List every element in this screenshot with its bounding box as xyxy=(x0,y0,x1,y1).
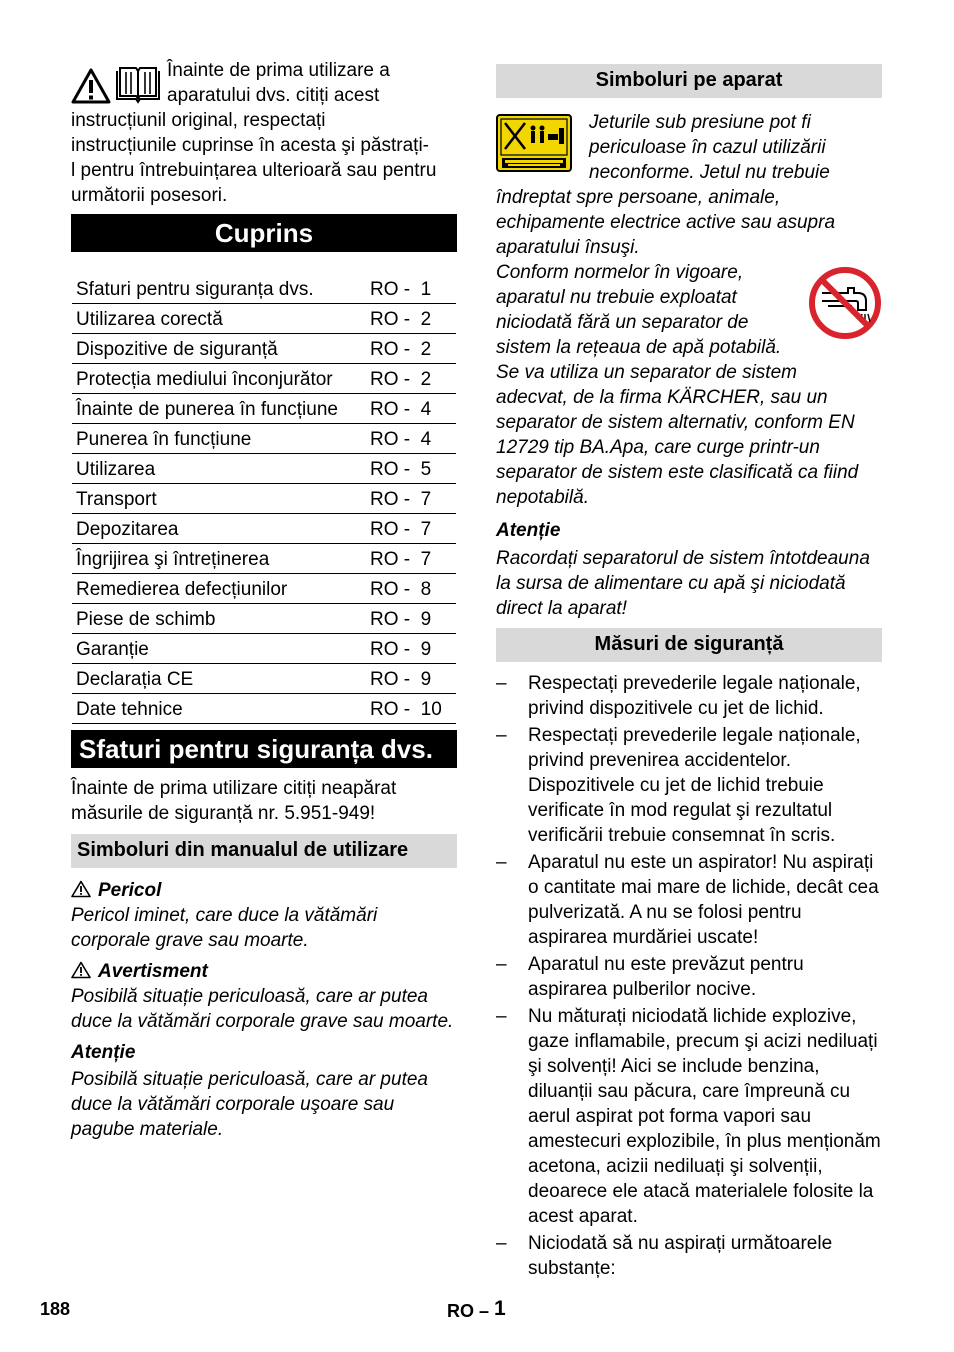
toc-page: RO - 2 xyxy=(370,304,456,334)
device-atentie-label: Atenție xyxy=(496,520,561,541)
list-item: – Aparatul nu este un aspirator! Nu aspirați o cantitate mai mare de lichide, decât cea pulverizată. A nu se folosi pentru aspirarea murdăriei uscate! xyxy=(496,850,882,950)
list-item: – Aparatul nu este prevăzut pentru aspirarea pulberilor nocive. xyxy=(496,952,882,1002)
toc-row xyxy=(72,604,456,634)
left-column xyxy=(71,58,457,1142)
jet-warning-block xyxy=(496,110,882,260)
pericol-label: Pericol xyxy=(98,880,162,901)
toc-page: RO - 7 xyxy=(370,544,456,574)
safety-intro: Înainte de prima utilizare citiți neapărat măsurile de siguranță nr. 5.951-949! xyxy=(71,778,397,824)
toc-row xyxy=(72,334,456,364)
jet-text-line: neconforme. Jetul nu trebuie xyxy=(589,162,830,183)
toc-page: RO - 9 xyxy=(370,634,456,664)
page-number: 188 xyxy=(40,1299,71,1319)
device-atentie-text: Racordați separatorul de sistem întotdeauna la sursa de alimentare cu apă şi niciodată direct la aparat! xyxy=(496,548,870,619)
toc-page: RO - 9 xyxy=(370,604,456,634)
toc-label: Date tehnice xyxy=(72,694,370,724)
toc-row xyxy=(72,274,456,304)
toc-row xyxy=(72,634,456,664)
toc-page: RO - 4 xyxy=(370,424,456,454)
atentie-text: Posibilă situație periculoasă, care ar putea duce la vătămări corporale uşoare sau pagube materiale. xyxy=(71,1069,428,1140)
toc-row xyxy=(72,454,456,484)
toc-label: Garanție xyxy=(72,634,370,664)
warning-triangle-icon xyxy=(71,880,91,898)
toc-label: Sfaturi pentru siguranța dvs. xyxy=(72,274,370,304)
norm-text-line: sistem la rețeaua de apă potabilă. xyxy=(496,337,782,358)
norm-text-line: aparatul nu trebuie exploatat xyxy=(496,287,737,308)
intro-line: Înainte de prima utilizare a xyxy=(167,60,390,81)
warning-triangle-icon xyxy=(71,961,91,979)
toc-page: RO - 2 xyxy=(370,364,456,394)
list-item: – Respectați prevederile legale naționale, privind dispozitivele cu jet de lichid. xyxy=(496,671,882,721)
norm-text-line: nepotabilă. xyxy=(496,487,589,508)
safety-title: Sfaturi pentru siguranța dvs. xyxy=(71,730,457,768)
toc-page: RO - 4 xyxy=(370,394,456,424)
toc-page: RO - 10 xyxy=(370,694,456,724)
norm-text-line: adecvat, de la firma KÄRCHER, sau un xyxy=(496,387,828,408)
intro-line: aparatului dvs. citiți acest xyxy=(167,85,380,106)
intro-icons xyxy=(71,66,161,106)
toc-page: RO - 9 xyxy=(370,664,456,694)
safety-measures-heading: Măsuri de siguranță xyxy=(496,628,882,662)
toc-page: RO - 7 xyxy=(370,484,456,514)
safety-measures-list xyxy=(496,671,882,1281)
toc-row xyxy=(72,514,456,544)
footer-section-page: 1 xyxy=(494,1297,506,1320)
pericol-text: Pericol iminet, care duce la vătămări corporale grave sau moarte. xyxy=(71,905,378,951)
toc-row xyxy=(72,664,456,694)
avertisment-label-row xyxy=(71,959,457,984)
toc-row xyxy=(72,574,456,604)
footer-lang: RO – xyxy=(447,1301,490,1321)
norm-text-line: Se va utiliza un separator de sistem xyxy=(496,362,797,383)
toc-page: RO - 1 xyxy=(370,274,456,304)
list-item: – Respectați prevederile legale naționale, privind prevenirea accidentelor. Dispozitivele cu jet de lichid trebuie verificate în mod regulat şi rezultatul verificării trebuie consemnat în scris. xyxy=(496,723,882,848)
pericol-label-row xyxy=(71,878,457,903)
device-symbols-heading: Simboluri pe aparat xyxy=(496,64,882,98)
toc-label: Transport xyxy=(72,484,370,514)
manual-book-icon xyxy=(115,66,161,104)
toc-title: Cuprins xyxy=(71,214,457,252)
jet-text-line: periculoase în cazul utilizării xyxy=(589,137,826,158)
jet-text-line: aparatului însuşi. xyxy=(496,237,640,258)
toc-label: Utilizarea xyxy=(72,454,370,484)
toc-row xyxy=(72,544,456,574)
atentie-label: Atenție xyxy=(71,1042,136,1063)
norm-text-line: 12729 tip BA.Apa, care curge printr-un xyxy=(496,437,820,458)
pressure-jet-warning-label-icon xyxy=(496,114,572,172)
jet-text-line: îndreptat spre persoane, animale, xyxy=(496,187,781,208)
toc-page: RO - 2 xyxy=(370,334,456,364)
intro-line: l pentru întrebuințarea ulterioară sau pentru xyxy=(71,160,437,181)
toc-page: RO - 7 xyxy=(370,514,456,544)
toc-label: Remedierea defecțiunilor xyxy=(72,574,370,604)
no-drinking-water-connection-icon xyxy=(808,266,882,340)
intro-line: următorii posesori. xyxy=(71,185,228,206)
toc-label: Utilizarea corectă xyxy=(72,304,370,334)
toc-label: Piese de schimb xyxy=(72,604,370,634)
toc-row xyxy=(72,394,456,424)
intro-block xyxy=(71,58,457,208)
norm-text-line: separator de sistem alternativ, conform EN xyxy=(496,412,855,433)
manual-symbols-heading: Simboluri din manualul de utilizare xyxy=(71,834,457,868)
intro-line: instrucțiunil original, respectați xyxy=(71,110,326,131)
right-column xyxy=(496,64,882,1283)
toc-page: RO - 5 xyxy=(370,454,456,484)
toc-label: Înainte de punerea în funcțiune xyxy=(72,394,370,424)
toc-row xyxy=(72,304,456,334)
toc-row xyxy=(72,364,456,394)
toc-row xyxy=(72,694,456,724)
norm-text-line: niciodată fără un separator de xyxy=(496,312,749,333)
norm-text-line: separator de sistem este clasificată ca fiind xyxy=(496,462,859,483)
norm-text-line: Conform normelor în vigoare, xyxy=(496,262,744,283)
toc-label: Punerea în funcțiune xyxy=(72,424,370,454)
toc-label: Protecția mediului înconjurător xyxy=(72,364,370,394)
toc-label: Declarația CE xyxy=(72,664,370,694)
toc-label: Depozitarea xyxy=(72,514,370,544)
avertisment-text: Posibilă situație periculoasă, care ar putea duce la vătămări corporale grave sau moarte. xyxy=(71,986,454,1032)
footer-section xyxy=(447,1296,506,1324)
jet-text-line: echipamente electrice active sau asupra xyxy=(496,212,836,233)
table-of-contents xyxy=(72,274,456,724)
toc-label: Dispozitive de siguranță xyxy=(72,334,370,364)
avertisment-label: Avertisment xyxy=(98,961,208,982)
toc-page: RO - 8 xyxy=(370,574,456,604)
toc-row xyxy=(72,424,456,454)
warning-triangle-icon xyxy=(71,68,111,104)
norm-block xyxy=(496,260,882,510)
intro-line: instrucțiunile cuprinse în acesta şi păstrați- xyxy=(71,135,429,156)
jet-text-line: Jeturile sub presiune pot fi xyxy=(589,112,811,133)
list-item: – Nu măturați niciodată lichide explozive, gaze inflamabile, precum şi acizi nediluați şi solvenți! Aici se include benzina, diluanții sau păcura, care împreună cu aerul aspirat pot forma vapori sau amestecuri explozibile, în plus menționăm acetona, acizii nediluați şi solvenții, deoarece ele atacă materialele folosite la acest aparat. xyxy=(496,1004,882,1229)
toc-row xyxy=(72,484,456,514)
toc-label: Îngrijirea şi întreținerea xyxy=(72,544,370,574)
list-item: – Niciodată să nu aspirați următoarele substanțe: xyxy=(496,1231,882,1281)
